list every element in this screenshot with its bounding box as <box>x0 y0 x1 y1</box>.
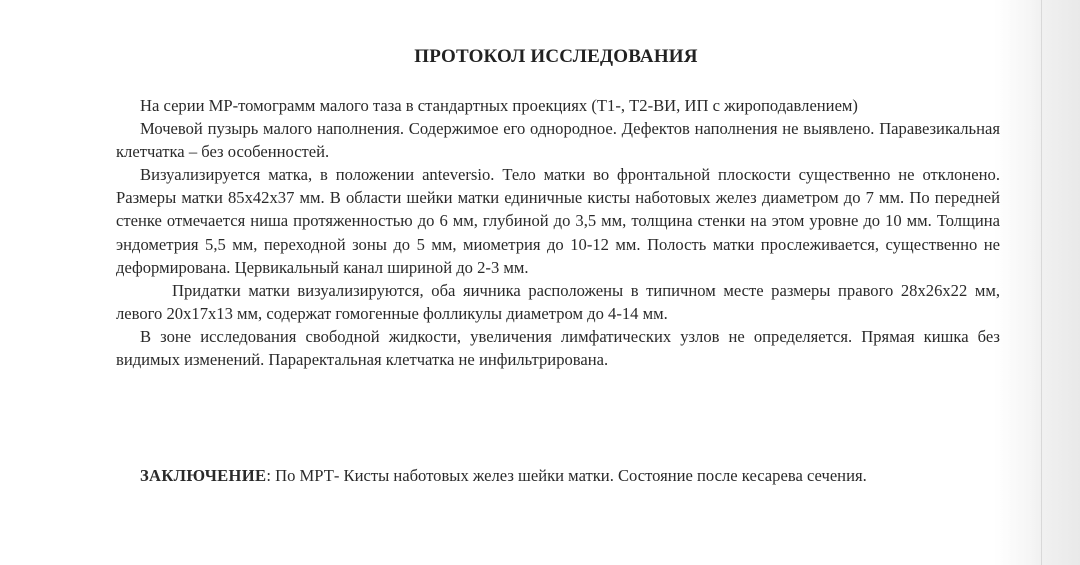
paragraph-other-findings: В зоне исследования свободной жидкости, увеличения лимфатических узлов не определяется. Прямая кишка без видимых изменений. Параректальная клетчатка не инфильтрирована. <box>116 326 1000 370</box>
paragraph-adnexa: Придатки матки визуализируются, оба яичника расположены в типичном месте размеры правого 28х26х22 мм, левого 20х17х13 мм, содержат гомогенные фолликулы диаметром до 4-14 мм. <box>116 280 1000 323</box>
conclusion <box>116 464 1000 487</box>
page-edge-line <box>1041 0 1042 565</box>
document-title: ПРОТОКОЛ ИССЛЕДОВАНИЯ <box>414 46 698 67</box>
conclusion-text: : По МРТ- Кисты наботовых желез шейки матки. Состояние после кесарева сечения. <box>266 466 867 485</box>
document-body <box>116 94 1000 371</box>
paragraph-technique: На серии МР-томограмм малого таза в стандартных проекциях (Т1-, Т2-ВИ, ИП с жироподавлением) <box>140 96 858 115</box>
paragraph-bladder: Мочевой пузырь малого наполнения. Содержимое его однородное. Дефектов наполнения не выявлено. Паравезикальная клетчатка – без особенностей. <box>116 119 1000 162</box>
conclusion-label: ЗАКЛЮЧЕНИЕ <box>140 466 267 485</box>
paragraph-uterus: Визуализируется матка, в положении anteversio. Тело матки во фронтальной плоскости существенно не отклонено. Размеры матки 85х42х37 мм. В области шейки матки единичные кисты наботовых желез диаметром до 7 мм. По передней стенке отмечается ниша протяженностью до 6 мм, глубиной до 3,5 мм, толщина стенки на этом уровне до 10 мм. Толщина эндометрия 5,5 мм, переходной зоны до 5 мм, миометрия до 10-12 мм. Полость матки прослеживается, существенно не деформирована. Цервикальный канал шириной до 2-3 мм. <box>116 165 1000 277</box>
page-edge-shadow <box>1030 0 1080 565</box>
